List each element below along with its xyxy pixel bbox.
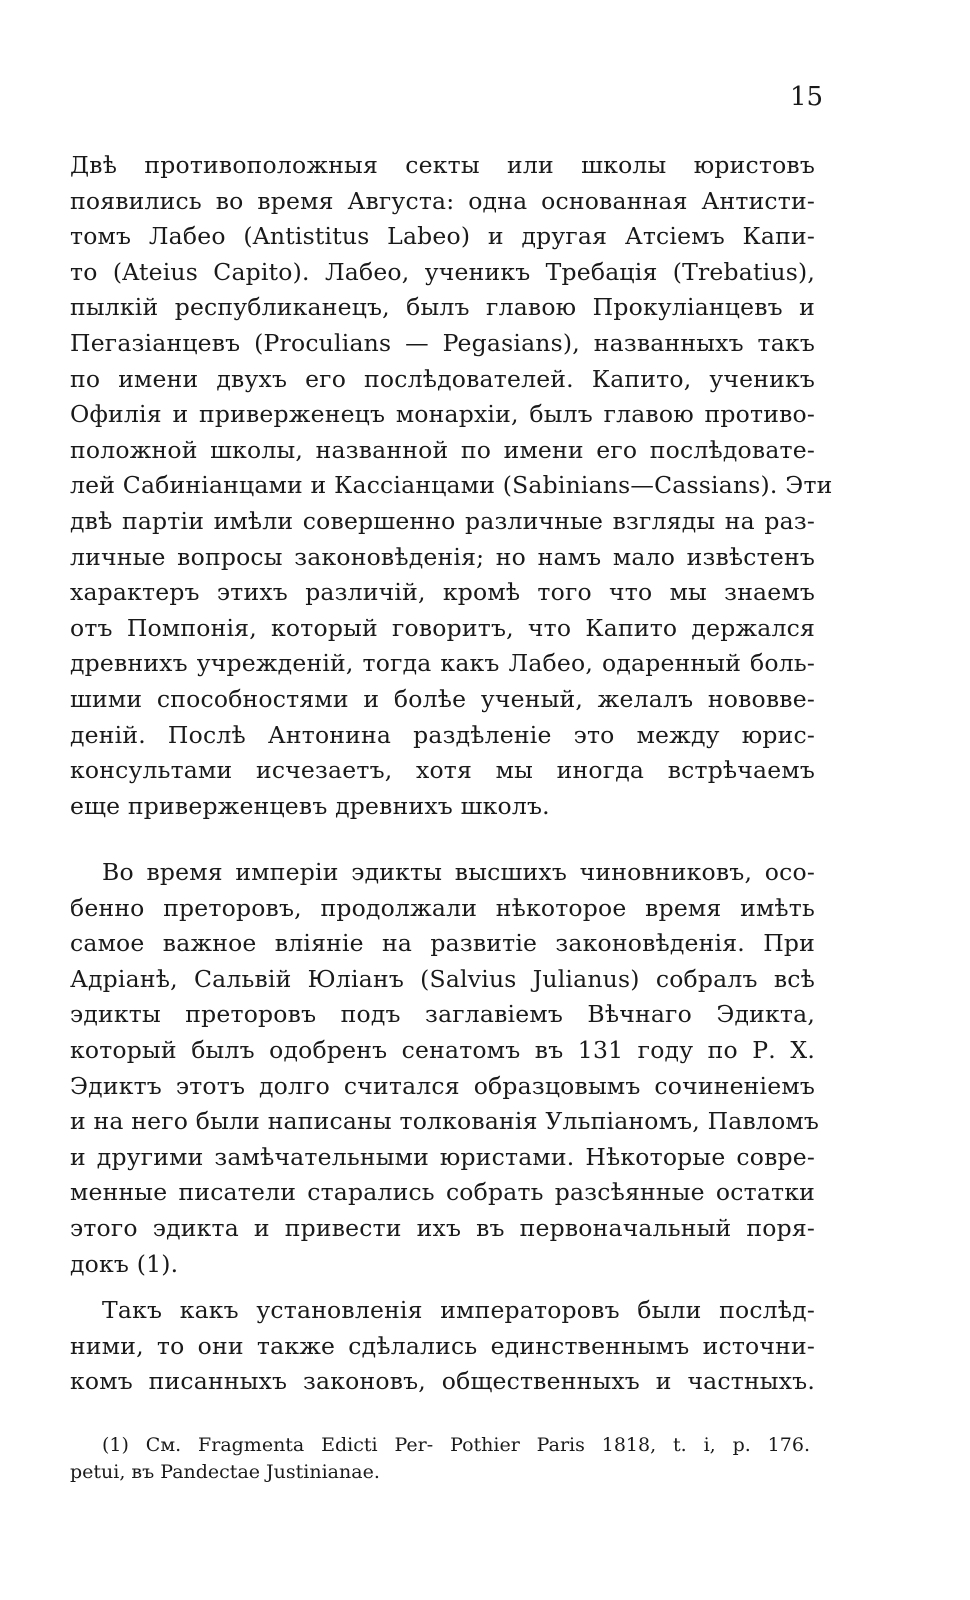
text-line: эдикты преторовъ подъ заглавіемъ Вѣчнаго Эдикта, — [70, 1000, 815, 1029]
text-line: отъ Помпонія, который говоритъ, что Капито держался — [70, 613, 815, 642]
paragraph-2 — [70, 855, 820, 1282]
text-line: этого эдикта и привести ихъ въ первоначальный поря- — [70, 1213, 815, 1242]
footnote — [70, 1432, 810, 1486]
text-line: консультами исчезаетъ, хотя мы иногда встрѣчаемъ — [70, 756, 815, 785]
text-line: характеръ этихъ различій, кромѣ того что мы знаемъ — [70, 578, 815, 607]
text-line: самое важное вліяніе на развитіе законовѣденія. При — [70, 929, 815, 958]
text-line: ними, то они также сдѣлались единственнымъ источни- — [70, 1331, 815, 1360]
text-line: который былъ одобренъ сенатомъ въ 131 году по Р. X. — [70, 1035, 815, 1064]
text-line: Эдиктъ этотъ долго считался образцовымъ сочиненіемъ — [70, 1071, 815, 1100]
text-line: и другими замѣчательными юристами. Нѣкоторые совре- — [70, 1142, 815, 1171]
text-line: положной школы, названной по имени его послѣдовате- — [70, 435, 815, 464]
text-line: томъ Лабео (Antistitus Labeo) и другая Атсіемъ Капи- — [70, 222, 815, 251]
paragraph-3 — [70, 1293, 815, 1400]
text-line: деній. Послѣ Антонина раздѣленіе это между юрис- — [70, 720, 815, 749]
text-line: Такъ какъ установленія императоровъ были послѣд- — [102, 1296, 815, 1324]
text-line: лей Сабиніанцами и Кассіанцами (Sabinians—Cassians). Эти — [70, 471, 833, 500]
text-line: и на него были написаны толкованія Ульпіаномъ, Павломъ — [70, 1107, 820, 1136]
text-line: пылкій республиканецъ, былъ главою Прокуліанцевъ и — [70, 293, 815, 322]
text-line: шими способностями и болѣе ученый, желалъ нововве- — [70, 684, 815, 713]
text-line: появились во время Августа: одна основанная Антисти- — [70, 186, 815, 215]
footnote-line: (1) См. Fragmenta Edicti Per- Pothier Paris 1818, t. i, p. 176. — [102, 1434, 810, 1456]
text-line: личные вопросы законовѣденія; но намъ мало извѣстенъ — [70, 542, 815, 571]
text-line: Во время имперіи эдикты высшихъ чиновниковъ, осо- — [102, 858, 815, 886]
footnote-line: petui, въ Pandectae Justinianae. — [70, 1461, 380, 1483]
text-line: Пегазіанцевъ (Proculians — Pegasians), названныхъ такъ — [70, 328, 815, 357]
text-line: докъ (1). — [70, 1249, 179, 1278]
text-line: менные писатели старались собрать разсѣянные остатки — [70, 1178, 815, 1207]
text-line: Офилія и приверженецъ монархіи, былъ главою противо- — [70, 400, 815, 429]
text-line: двѣ партіи имѣли совершенно различные взгляды на раз- — [70, 506, 815, 535]
text-line: комъ писанныхъ законовъ, общественныхъ и частныхъ. — [70, 1367, 815, 1396]
text-line: то (Ateius Capito). Лабео, ученикъ Требація (Trebatius), — [70, 257, 815, 286]
paragraph-1 — [70, 148, 833, 824]
text-line: бенно преторовъ, продолжали нѣкоторое время имѣть — [70, 893, 815, 922]
text-line: древнихъ учрежденій, тогда какъ Лабео, одаренный боль- — [70, 649, 815, 678]
text-line: Адріанѣ, Сальвій Юліанъ (Salvius Julianus) собралъ всѣ — [70, 964, 815, 993]
text-line: Двѣ противоположныя секты или школы юристовъ — [70, 151, 815, 179]
text-line: по имени двухъ его послѣдователей. Капито, ученикъ — [70, 364, 815, 393]
page-number: 15 — [790, 82, 824, 112]
text-line: еще приверженцевъ древнихъ школъ. — [70, 791, 550, 820]
